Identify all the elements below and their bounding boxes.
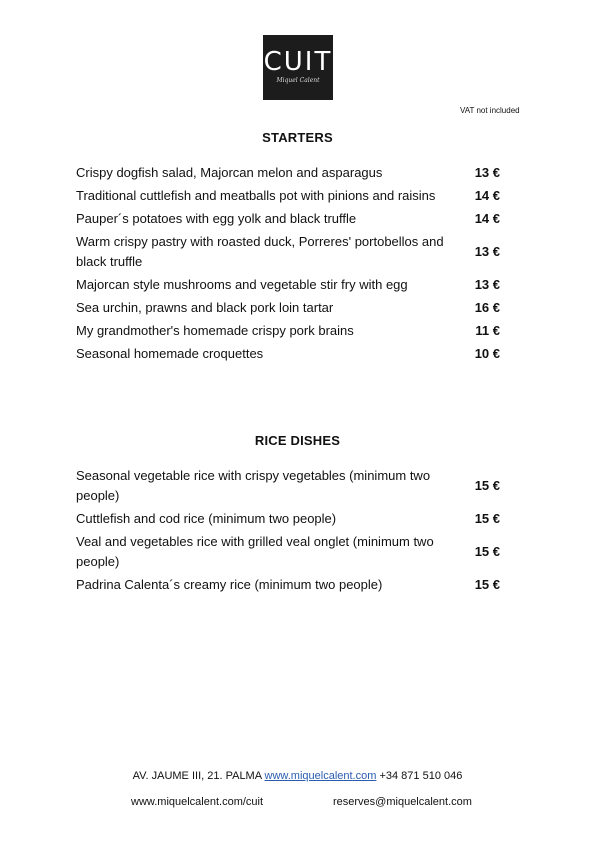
rice-dishes-title: RICE DISHES xyxy=(254,433,341,448)
menu-item xyxy=(76,319,506,342)
rice-dishes-list xyxy=(76,464,506,596)
dish-price: 14 € xyxy=(474,188,500,203)
dish-name: Seasonal vegetable rice with crispy vegetables (minimum two people) xyxy=(76,467,431,503)
dish-name: Majorcan style mushrooms and vegetable stir fry with egg xyxy=(76,276,408,292)
dish-name: Traditional cuttlefish and meatballs pot with pinions and raisins xyxy=(76,187,436,203)
menu-item xyxy=(76,161,506,184)
menu-item xyxy=(76,464,506,507)
dish-name: Seasonal homemade croquettes xyxy=(76,345,264,361)
footer-contact-line xyxy=(0,770,595,782)
footer-cuit-url: www.miquelcalent.com/cuit xyxy=(131,796,264,808)
dish-price: 14 € xyxy=(474,211,500,226)
menu-item xyxy=(76,230,506,273)
dish-price: 10 € xyxy=(474,346,500,361)
dish-name: My grandmother's homemade crispy pork brains xyxy=(76,322,354,338)
dish-name: Padrina Calenta´s creamy rice (minimum two people) xyxy=(76,576,383,592)
dish-price: 13 € xyxy=(474,244,500,259)
dish-name: Pauper´s potatoes with egg yolk and black truffle xyxy=(76,210,357,226)
starters-title: STARTERS xyxy=(262,130,333,145)
menu-item xyxy=(76,184,506,207)
dish-name: Crispy dogfish salad, Majorcan melon and asparagus xyxy=(76,164,383,180)
dish-price: 13 € xyxy=(474,165,500,180)
menu-item xyxy=(76,342,506,365)
menu-item xyxy=(76,207,506,230)
menu-item xyxy=(76,296,506,319)
logo-sub-text: Miquel Calent xyxy=(276,77,320,84)
dish-name: Cuttlefish and cod rice (minimum two people) xyxy=(76,510,337,526)
footer-address: AV. JAUME III, 21. PALMA xyxy=(132,770,262,782)
dish-price: 11 € xyxy=(475,323,500,338)
dish-price: 15 € xyxy=(474,544,500,559)
logo-main-text: CUIT xyxy=(263,47,333,77)
dish-name: Warm crispy pastry with roasted duck, Porreres' portobellos and black truffle xyxy=(76,233,444,269)
menu-item xyxy=(76,530,506,573)
dish-name: Sea urchin, prawns and black pork loin tartar xyxy=(76,299,334,315)
menu-item xyxy=(76,273,506,296)
menu-item xyxy=(76,573,506,596)
footer-website-link[interactable]: www.miquelcalent.com xyxy=(264,770,377,782)
menu-item xyxy=(76,507,506,530)
dish-price: 13 € xyxy=(474,277,500,292)
dish-price: 15 € xyxy=(474,478,500,493)
dish-price: 15 € xyxy=(474,511,500,526)
footer-phone: +34 871 510 046 xyxy=(379,770,463,782)
footer-email: reserves@miquelcalent.com xyxy=(333,796,472,808)
dish-name: Veal and vegetables rice with grilled veal onglet (minimum two people) xyxy=(76,533,434,569)
dish-price: 15 € xyxy=(474,577,500,592)
dish-price: 16 € xyxy=(474,300,500,315)
vat-note: VAT not included xyxy=(460,106,520,115)
starters-list xyxy=(76,161,506,365)
restaurant-logo xyxy=(263,35,333,100)
